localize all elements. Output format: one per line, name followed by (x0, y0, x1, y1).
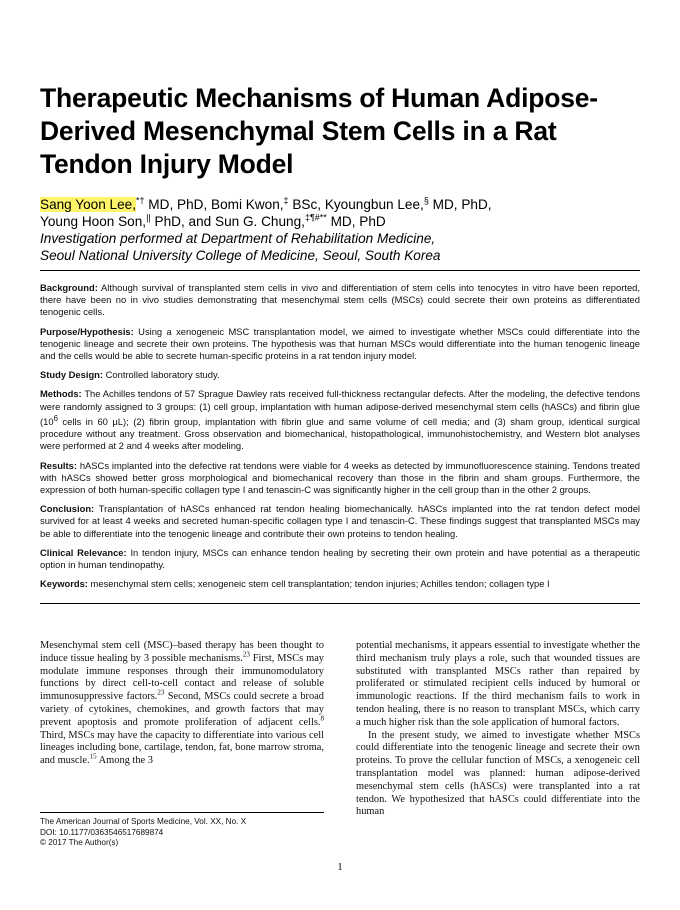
author-degree: BSc, (288, 197, 325, 212)
author-affil-mark: § (423, 195, 429, 206)
affiliation-line-1: Investigation performed at Department of Rehabilitation Medicine, (40, 231, 436, 246)
abstract-keywords: Keywords: mesenchymal stem cells; xenogeneic stem cell transplantation; tendon injuries; Achilles tendon; collagen type I (40, 578, 550, 590)
author-line-2 (40, 213, 660, 230)
affiliation-line-2: Seoul National University College of Medicine, Seoul, South Korea (40, 248, 441, 263)
author-affil-mark: ‡ (283, 195, 289, 206)
body-paragraph: potential mechanisms, it appears essential to investigate whether the third mechanism truly plays a role, such that wounded tissues are substituted with transplanted MSCs rather than repaired by proliferated or stimulated recipient cells induced by humoral or immunologic reactions. If the third mechanism fails to work in tendon healing, there is no reason to transplant MSCs, which carry a much higher risk than the sole application of humoral factors. (356, 640, 640, 728)
journal-footer (40, 812, 324, 849)
author-name: Kyoungbun Lee, (324, 197, 424, 212)
author-degree: MD, PhD, (144, 197, 211, 212)
body-column-right (356, 640, 640, 819)
abstract-background: Background: Although survival of transplanted stem cells in vivo and differentiation of stem cells into tenocytes in vitro have been reported, there have been no in vivo studies demonstrating that mesenchymal stem cells (MSCs) could secrete their own proteins as differentiated tenogenic cells. (40, 282, 640, 318)
article-title: Therapeutic Mechanisms of Human Adipose-Derived Mesenchymal Stem Cells in a Rat Tendon Injury Model (40, 83, 598, 179)
author-name: Bomi Kwon, (211, 197, 284, 212)
author-block (40, 196, 660, 264)
abstract-box (40, 270, 640, 604)
author-degree: PhD, and (150, 214, 215, 229)
author-affil-mark: *† (136, 195, 145, 206)
abstract-conclusion: Conclusion: Transplantation of hASCs enhanced rat tendon healing biomechanically. hASCs implanted into the rat tendon defect model survived for at least 4 weeks and secreted human-specific collagen type I and tenascin-C. These findings suggest that transplanted MSCs may be able to differentiate into the tenogenic lineage and contribute their own proteins to tendon healing. (40, 503, 640, 539)
author-degree: MD, PhD, (428, 197, 492, 212)
abstract-clinical-relevance: Clinical Relevance: In tendon injury, MSCs can enhance tendon healing by secreting their own protein and have potential as a therapeutic option in human tendinopathy. (40, 546, 640, 570)
author-degree: MD, PhD (326, 214, 386, 229)
doi: DOI: 10.1177/0363546517689874 (40, 827, 164, 837)
abstract-methods: Methods: The Achilles tendons of 57 Sprague Dawley rats received full-thickness rectangular defects. After the modeling, the defective tendons were randomly assigned to 3 groups: (1) cell group, implantation with human adipose-derived mesenchymal stem cells (hASCs) and fibrin glue ($10^6$ cells in 60 μL); (2) fibrin group, implantation with fibrin glue and same volume of cell media; and (3) sham group, identical surgical procedure without any treatment. Gross observation and biomechanical, histopathological, immunohistochemistry, and Western blot analyses were performed at 2 and 4 weeks after modeling. (40, 388, 640, 452)
author-name: Young Hoon Son, (40, 214, 147, 229)
abstract-results: Results: hASCs implanted into the defective rat tendons were viable for 4 weeks as detected by immunofluorescence staining. Tendons treated with hASCs showed better gross morphological and biomechanical recovery than those in the fibrin and sham groups. Furthermore, the expression of both human-specific collagen type I and tenascin-C was significantly higher in the cell group than in the other 2 groups. (40, 459, 640, 495)
page-number: 1 (337, 862, 343, 873)
author-affil-mark: ‡¶#** (304, 212, 327, 223)
body-column-left (40, 640, 324, 768)
abstract-purpose: Purpose/Hypothesis: Using a xenogeneic MSC transplantation model, we aimed to investigate whether MSCs could differentiate into the tenogenic lineage and secrete their own proteins. The hypothesis was that human MSCs would differentiate into the human tenogenic lineage and the cells would be able to secrete human-specific proteins in a rat tendon injury model. (40, 325, 640, 362)
author-name-highlighted: Sang Yoon Lee, (40, 197, 137, 212)
author-name: Sun G. Chung, (215, 214, 305, 229)
body-paragraph: In the present study, we aimed to investigate whether MSCs could differentiate into the tenogenic lineage and secrete their own proteins. To prove the cellular function of MSCs, a xenogeneic cell transplantation model was planned: human adipose-derived mesenchymal stem cells (hASCs) were transplanted into a rat tendon. We hypothesized that hASCs could differentiate into the human (356, 729, 640, 818)
copyright: © 2017 The Author(s) (40, 838, 119, 847)
author-line-1 (40, 196, 660, 213)
abstract-study-design: Study Design: Controlled laboratory study. (40, 369, 220, 381)
body-paragraph: Mesenchymal stem cell (MSC)–based therapy has been thought to induce tissue healing by 3 possible mechanisms.$^{23}$ First, MSCs may modulate immune responses through their immunomodulatory functions by direct cell-to-cell contact and release of soluble immunosuppressive factors.$^{23}$ Second, MSCs could secrete a broad variety of cytokines, chemokines, and growth factors that may prevent apoptosis and promote proliferation of adjacent cells.$^8$ Third, MSCs may have the capacity to differentiate into various cell lineages including bone, cartilage, tendon, fat, bone marrow stroma, and muscle.$^{15}$ Among the 3 (40, 640, 324, 767)
author-affil-mark: || (146, 212, 151, 223)
journal-citation: The American Journal of Sports Medicine, Vol. XX, No. X (40, 817, 247, 826)
